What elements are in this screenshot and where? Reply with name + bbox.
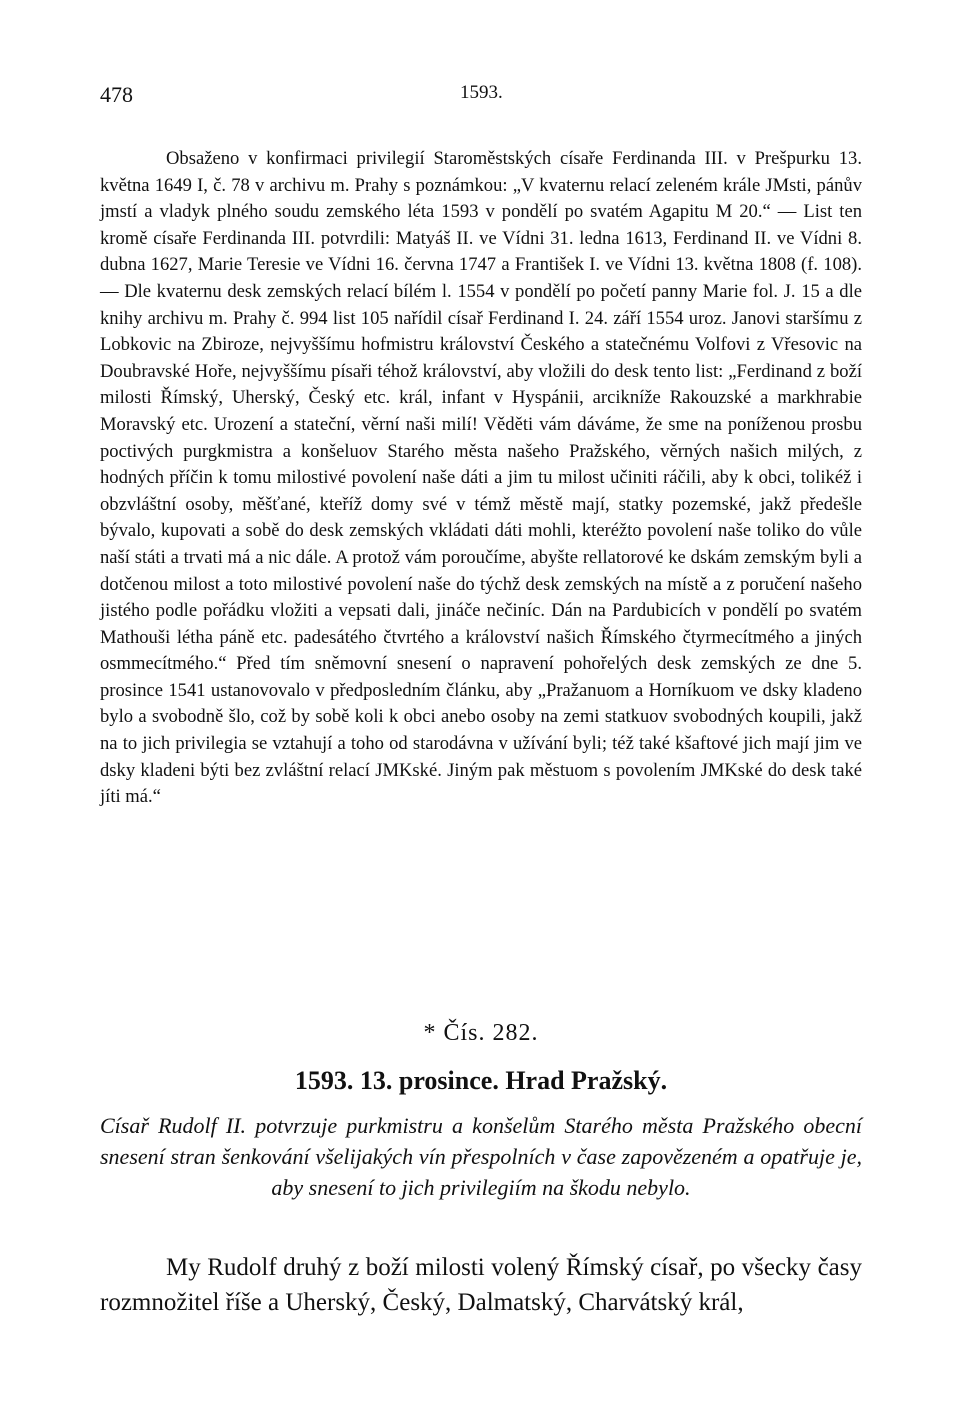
document-date-heading: 1593. 13. prosince. Hrad Pražský. <box>294 1066 668 1095</box>
document-text: My Rudolf druhý z boží milosti volený Římský císař, po všecky časy rozmnožitel říše a Uherský, Český, Dalmatský, Charvátský král, <box>100 1254 862 1316</box>
book-page <box>100 0 862 1405</box>
document-number: * Čís. 282. <box>423 1020 539 1046</box>
page-header <box>100 82 862 112</box>
page-number: 478 <box>100 82 133 107</box>
document-regest: Císař Rudolf II. potvrzuje purkmistru a konšelům Starého města Pražského obecní snesení stran šenkování všelijakých vín přespolních v čase zapovězeném a opatřuje je, aby snesení to jich privilegiím na škodu nebylo. <box>100 1113 862 1200</box>
commentary-paragraph: Obsaženo v konfirmaci privilegií Staroměstských císaře Ferdinanda III. v Prešpurku 13. května 1649 I, č. 78 v archivu m. Prahy s poznámkou: „V kvaternu relací zeleném krále JMsti, pánův jmstí a vladyk plného soudu zemského léta 1593 v pondělí po svatém Agapitu M 20.“ — List ten kromě císaře Ferdinanda III. potvrdili: Matyáš II. ve Vídni 31. ledna 1613, Ferdinand II. ve Vídni 8. dubna 1627, Marie Teresie ve Vídni 16. června 1747 a František I. ve Vídni 13. května 1808 (f. 108). — Dle kvaternu desk zemských relací bílém l. 1554 v pondělí po početí panny Marie fol. J. 15 a dle knihy archivu m. Prahy č. 994 list 105 nařídil císař Ferdinand I. 24. září 1554 uroz. Janovi staršímu z Lobkovic na Zbiroze, nejvyššímu hofmistru království Českého a statečnému Volfovi z Vřesovic na Doubravské Hoře, nejvyššímu písaři téhož království, aby vložili do desk tento list: „Ferdinand z boží milosti Římský, Uherský, Český etc. král, infant v Hyspánii, arcikníže Rakouzské a markhrabie Moravský etc. Urození a stateční, věrní naši milí! Věděti vám dáváme, že sme na poníženou prosbu poctivých purgkmistra a konšeluov Starého města našeho Pražského, věrných našich milých, z hodných příčin k tomu milostivé povolení naše dáti a jim tu milost učiniti ráčili, aby k obci, tolikéž i obzvláštní osoby, měšťané, kteříž domy své v témž městě mají, statky pozemské, jakž předešle bývalo, kupovati a sobě do desk zemských vkládati dáti mohli, kteréžto povolení naše toliko do vůle naší státi a trvati má a nic dále. A protož vám poroučíme, abyšte rellatorové ke dskám zemským byli a dotčenou milost a toto milostivé povolení naše do týchž desk zemských na místě a z poručení našeho jistého podle pořádku vložiti a vepsati dali, jináče nečiníc. Dán na Pardubicích v pondělí po svatém Mathouši létha páně etc. padesátého čtvrtého a království našich Římského čtyrmecítmého a jiných osmmecítmého.“ Před tím sněmovní snesení o napravení pohořelých desk zemských ze dne 5. prosince 1541 ustanovovalo v předposledním článku, aby „Pražanuom a Horníkuom ve dsky kladeno bylo a svobodně šlo, což by sobě koli k obci anebo osoby na zemi statkuov svobodných koupili, jakž na to jich privilegia se vztahují a toho od starodávna v užívání byli; též také kšaftové jich mají jim ve dsky kladeni býti bez zvláštní relací JMKské. Jiným pak městuom s povolením JMKské do desk také jíti má.“ <box>100 148 862 808</box>
running-head-year: 1593. <box>460 82 503 103</box>
